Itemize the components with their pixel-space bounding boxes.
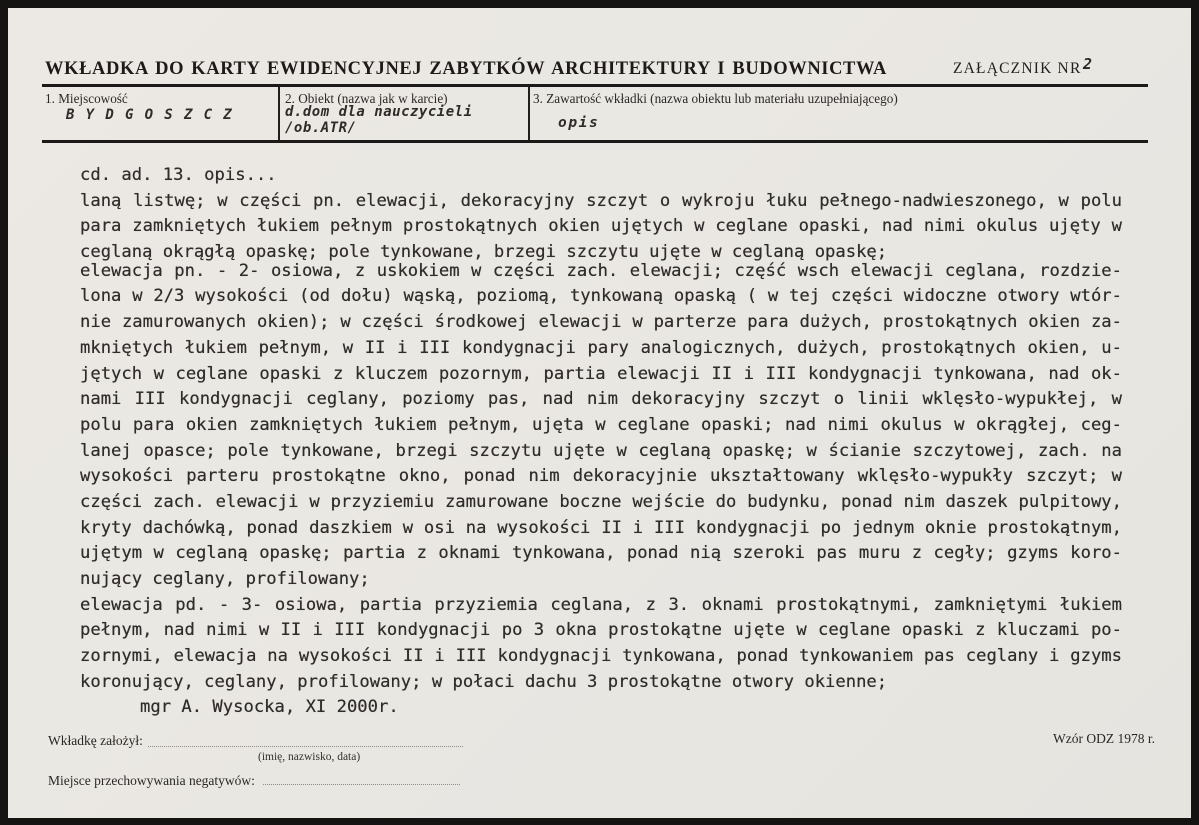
typewritten-line: mkniętych łukiem pełnym, w II i III kondygnacji pary analogicznych, dużych, prostokątnych okien, u-	[80, 337, 1122, 358]
scan-edge-left	[0, 0, 8, 825]
founder-fill-line	[148, 733, 463, 747]
scan-edge-right	[1191, 4, 1199, 825]
typewritten-line: jętych w ceglane opaski z kluczem pozornym, partia elewacji II i III kondygnacji tynkowana, nad ok-	[80, 363, 1122, 384]
field-value-miejscowosc: B Y D G O S Z C Z	[66, 107, 234, 123]
typewritten-line: nie zamurowanych okien); w części środkowej elewacji w parterze para dużych, prostokątnych okien za-	[80, 312, 1122, 333]
pattern-note: Wzór ODZ 1978 r.	[1053, 731, 1155, 746]
typewritten-line: nujący ceglany, profilowany;	[80, 569, 370, 589]
typewritten-line: cd. ad. 13. opis...	[80, 165, 277, 185]
typewritten-line: elewacja pn. - 2- osiowa, z uskokiem w części zach. elewacji; część wsch elewacji ceglana, rozdzie-	[80, 260, 1122, 281]
typewritten-line: lanej opasce; pole tynkowane, brzegi szczytu ujęte w ceglaną opaskę; w ścianie szczytowej, zach. na	[80, 440, 1122, 461]
field-label-obiekt: 2. Obiekt (nazwa jak w karcie)	[285, 91, 448, 106]
typewritten-line: kryty dachówką, ponad daszkiem w osi na wysokości II i III kondygnacji po jednym oknie prostokątnym,	[80, 517, 1122, 538]
typewritten-line: zornymi, elewacja na wysokości II i III kondygnacji tynkowana, ponad tynkowaniem pas ceglany i gzyms	[80, 646, 1122, 667]
field-value-obiekt	[285, 105, 473, 136]
table-divider-1	[278, 87, 280, 141]
table-divider-2	[528, 87, 530, 141]
typewritten-line: mgr A. Wysocka, XI 2000r.	[140, 697, 399, 718]
form-title: WKŁADKA DO KARTY EWIDENCYJNEJ ZABYTKÓW ARCHITEKTURY I BUDOWNICTWA	[45, 59, 887, 79]
typewritten-line: pełnym, nad nimi w II i III kondygnacji po 3 okna prostokątne ujęte w ceglane opaski z kluczami po-	[80, 620, 1122, 641]
field-value-zawartosc: opis	[558, 115, 600, 131]
attachment-label: ZAŁĄCZNIK NR	[953, 60, 1082, 77]
typewritten-line: lona w 2/3 wysokości (od dołu) wąską, poziomą, tynkowaną opaską ( w tej części widoczne otwory wtór-	[80, 286, 1122, 307]
typewritten-line: ceglaną okrągłą opaskę; pole tynkowane, brzegi szczytu ujęte w ceglaną opaskę;	[80, 242, 888, 263]
description-text	[80, 163, 1122, 721]
header-underline	[42, 84, 1148, 87]
field-value-obiekt-line2: /ob.ATR/	[285, 119, 357, 136]
field-label-miejscowosc: 1. Miejscowość	[45, 91, 128, 106]
typewritten-line: elewacja pd. - 3- osiowa, partia przyziemia ceglana, z 3. oknami prostokątnymi, zamkniętymi łukiem	[80, 594, 1122, 615]
typewritten-line: nami III kondygnacji ceglany, poziomy pas, nad nim dekoracyjny szczyt o linii wklęsło-wypukłej, w	[80, 389, 1122, 410]
table-bottom-rule	[42, 140, 1148, 143]
field-label-zawartosc: 3. Zawartość wkładki (nazwa obiektu lub materiału uzupełniającego)	[533, 91, 898, 106]
scan-edge-bottom	[0, 818, 1199, 825]
negatives-label: Miejsce przechowywania negatywów:	[48, 773, 255, 788]
field-value-obiekt-line1: d.dom dla nauczycieli	[285, 104, 473, 120]
typewritten-line: laną listwę; w części pn. elewacji, dekoracyjny szczyt o wykroju łuku pełnego-nadwieszonego, w polu	[80, 190, 1122, 211]
negatives-fill-line	[263, 771, 460, 785]
typewritten-line: polu para okien zamkniętych łukiem pełnym, ujęta w ceglane opaski; nad nimi okulus w okrągłej, ceg-	[80, 414, 1122, 435]
typewritten-line: koronujący, ceglany, profilowany; w połaci dachu 3 prostokątne otwory okienne;	[80, 671, 888, 692]
typewritten-line: ujętym w ceglaną opaskę; partia z oknami tynkowana, ponad nią szeroki pas muru z cegły; gzyms koro-	[80, 543, 1122, 564]
typewritten-line: para zamkniętych łukiem pełnym prostokątnych okien ujętych w ceglane opaski, nad nimi okulus ujęty w	[80, 216, 1122, 237]
attachment-number: 2	[1083, 55, 1093, 73]
typewritten-line: części zach. elewacji w przyziemiu zamurowane boczne wejście do budynku, ponad nim daszek pulpitowy,	[80, 491, 1122, 512]
scan-edge-top	[0, 0, 1199, 8]
typewritten-line: wysokości parteru prostokątne okno, ponad nim dekoracyjnie ukształtowany wklęsło-wypukły szczyt; w	[80, 466, 1122, 487]
founder-label: Wkładkę założył:	[48, 733, 143, 748]
founder-hint: (imię, nazwisko, data)	[258, 751, 361, 763]
